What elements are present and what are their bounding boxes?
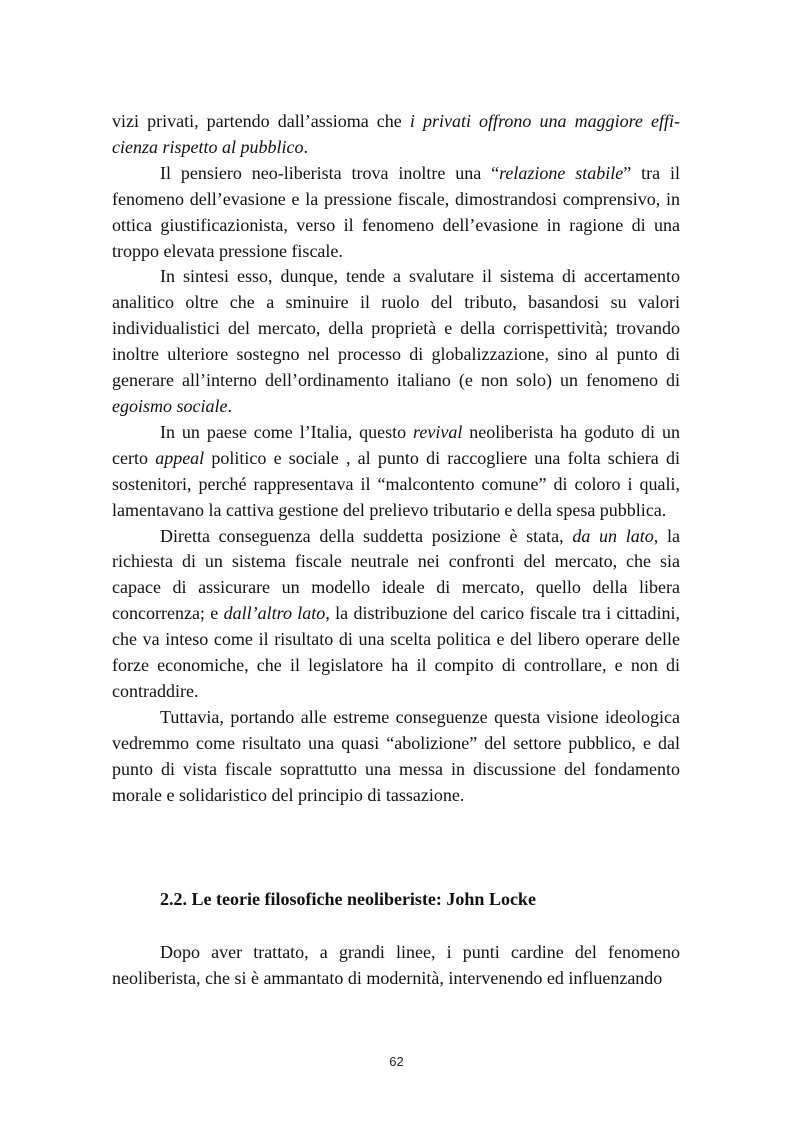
text-run: Diretta conseguenza della suddetta posizione è stata, — [160, 525, 573, 546]
text-run: , la distribuzione del carico fiscale tra i cittadini, che va inteso come il risultato di una scelta politica e del libero operare delle forze economiche, che il legislatore ha il compito di controllare, e non di contraddire. — [112, 603, 680, 701]
paragraph — [112, 420, 680, 524]
text-run: vizi privati, partendo dall’assioma che — [112, 111, 410, 131]
paragraph — [112, 161, 680, 265]
text-run: . — [227, 395, 232, 416]
italic-text: egoismo sociale — [112, 395, 228, 416]
paragraph — [112, 705, 680, 809]
italic-text: appeal — [155, 447, 205, 468]
italic-text: relazione stabile — [499, 162, 624, 183]
italic-text: dall’altro lato — [223, 603, 326, 624]
text-run: In un paese come l’Italia, questo — [160, 421, 414, 442]
paragraph — [112, 940, 680, 992]
text-run: Dopo aver trattato, a grandi linee, i punti cardine del fenomeno neoliberista, che si è ammantato di modernità, intervenendo ed influenzando — [112, 942, 680, 988]
body-text-after-heading — [112, 940, 680, 992]
text-run: ” tra il fenomeno dell’evasione e la pressione fiscale, dimostrandosi comprensivo, in ottica giustificazionista, verso il fenomeno dell’evasione in ragione di una troppo elevata pressione fiscale. — [112, 162, 680, 261]
text-run: . — [303, 136, 308, 157]
text-run: , la richiesta di un sistema fiscale neutrale nei confronti del mercato, che sia capace di assicurare un modello ideale di mercato, quello della libera concorrenza; e — [112, 525, 680, 624]
text-run: Il pensiero neo-liberista trova inoltre una “ — [160, 162, 500, 183]
paragraph — [112, 109, 680, 161]
page-number: 62 — [389, 1054, 404, 1069]
text-run: politico e sociale , al punto di raccogliere una folta schiera di sostenitori, perché rappresentava il “malcontento comune” di coloro i quali, lamentavano la cattiva gestione del prelievo tributario e della spesa pubblica. — [112, 447, 680, 520]
text-run: neoliberista ha goduto di un certo — [112, 421, 680, 468]
italic-text: revival — [413, 421, 463, 442]
body-text — [112, 109, 680, 808]
italic-text: i privati offrono una maggiore effi-cienza rispetto al pubblico — [112, 111, 680, 157]
text-run: In sintesi esso, dunque, tende a svalutare il sistema di accertamento analitico oltre che a sminuire il ruolo del tributo, basandosi su valori individualistici del mercato, della proprietà e della corrispettività; trovando inoltre ulteriore sostegno nel processo di globalizzazione, sino al punto di generare all’interno dell’ordinamento italiano (e non solo) un fenomeno di — [112, 266, 680, 391]
section-heading: 2.2. Le teorie filosofiche neoliberiste: John Locke — [160, 889, 536, 909]
italic-text: da un lato — [572, 525, 654, 546]
paragraph — [112, 524, 680, 705]
paragraph — [112, 264, 680, 419]
text-run: Tuttavia, portando alle estreme conseguenze questa visione ideologica vedremmo come risultato una quasi “abolizione” del settore pubblico, e dal punto di vista fiscale soprattutto una messa in discussione del fondamento morale e solidaristico del principio di tassazione. — [112, 706, 680, 805]
